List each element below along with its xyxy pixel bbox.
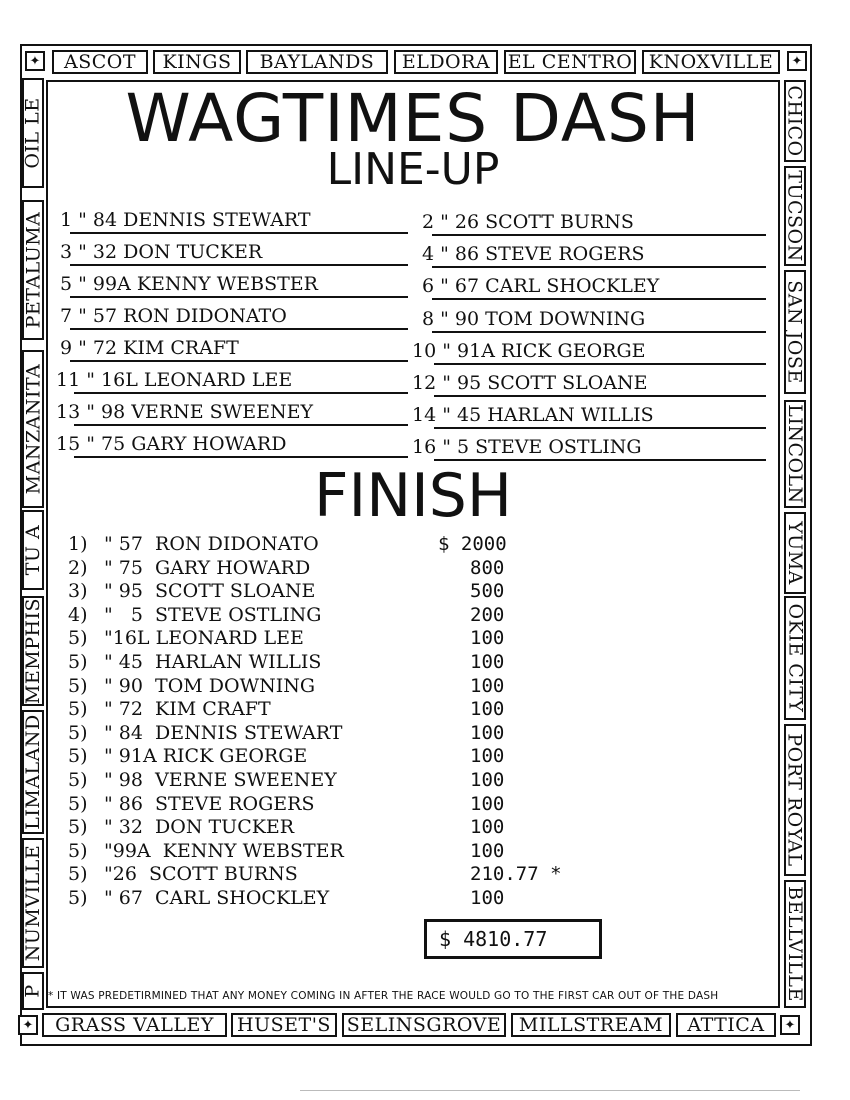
- bottom-track-husets: HUSET'S: [231, 1013, 337, 1037]
- corner-star-icon: ✦: [25, 51, 45, 71]
- left-track-label: TU A: [22, 524, 45, 576]
- lineup-position: 10: [412, 340, 437, 362]
- finish-row: [68, 533, 319, 555]
- finish-row: [68, 840, 344, 862]
- finish-amount: 500: [470, 580, 505, 602]
- left-track-label: LIMALAND: [22, 714, 44, 830]
- lineup-entry: [412, 340, 646, 362]
- finish-row: [68, 816, 294, 838]
- entry-underline: [434, 427, 766, 429]
- finish-row: [68, 651, 321, 673]
- right-track-label: PORT ROYAL: [784, 733, 806, 867]
- left-track-p: [22, 972, 44, 1010]
- top-track-eldora: ELDORA: [394, 50, 498, 74]
- finish-driver: " 5 STEVE OSTLING: [104, 604, 322, 626]
- footnote: * IT WAS PREDETIRMINED THAT ANY MONEY COMING IN AFTER THE RACE WOULD GO TO THE FIRST CAR OUT OF THE DASH: [48, 990, 719, 1002]
- finish-amount: 800: [470, 557, 505, 579]
- lineup-position: 4: [422, 243, 435, 265]
- lineup-position: 2: [422, 211, 435, 233]
- finish-amount: $ 2000: [438, 533, 507, 555]
- finish-place: 5): [68, 793, 88, 815]
- right-track-lincoln: [784, 400, 806, 508]
- finish-amount: 100: [470, 887, 505, 909]
- total-box: [424, 919, 602, 959]
- left-track-limaland: [22, 710, 44, 834]
- bottom-track-attica: ATTICA: [676, 1013, 776, 1037]
- lineup-heading: LINE-UP: [326, 144, 500, 195]
- finish-place: 3): [68, 580, 88, 602]
- lineup-driver: " 57 RON DIDONATO: [78, 305, 287, 327]
- left-track-numville: [22, 838, 44, 968]
- finish-driver: "99A KENNY WEBSTER: [104, 840, 344, 862]
- finish-amount: 210.77 *: [470, 863, 562, 885]
- lineup-entry: [422, 275, 659, 297]
- left-track-label: PETALUMA: [22, 211, 44, 329]
- finish-amount: 100: [470, 793, 505, 815]
- entry-underline: [434, 395, 766, 397]
- corner-star-icon: ✦: [780, 1015, 800, 1035]
- entry-underline: [70, 296, 408, 298]
- entry-underline: [74, 424, 408, 426]
- lineup-driver: " 95 SCOTT SLOANE: [442, 372, 648, 394]
- lineup-entry: [422, 243, 645, 265]
- lineup-entry: [60, 273, 318, 295]
- right-track-label: OKIE CITY: [784, 603, 807, 713]
- finish-amount: 100: [470, 722, 505, 744]
- left-track-label: MEMPHIS: [22, 597, 44, 705]
- lineup-driver: " 91A RICK GEORGE: [442, 340, 646, 362]
- finish-place: 5): [68, 887, 88, 909]
- lineup-position: 12: [412, 372, 437, 394]
- lineup-driver: " 45 HARLAN WILLIS: [442, 404, 654, 426]
- right-track-san-jose: [784, 270, 806, 394]
- finish-driver: " 45 HARLAN WILLIS: [104, 651, 322, 673]
- total-amount: $ 4810.77: [439, 927, 548, 951]
- lineup-position: 3: [60, 241, 73, 263]
- lineup-position: 15: [56, 433, 81, 455]
- finish-place: 5): [68, 745, 88, 767]
- finish-driver: "26 SCOTT BURNS: [104, 863, 298, 885]
- lineup-entry: [56, 369, 292, 391]
- finish-amount: 100: [470, 675, 505, 697]
- lineup-entry: [60, 305, 287, 327]
- lineup-position: 6: [422, 275, 435, 297]
- finish-row: [68, 863, 298, 885]
- finish-row: [68, 793, 314, 815]
- finish-amount: 100: [470, 627, 505, 649]
- lineup-position: 5: [60, 273, 73, 295]
- lineup-position: 8: [422, 308, 435, 330]
- entry-underline: [70, 264, 408, 266]
- lineup-entry: [56, 401, 313, 423]
- lineup-position: 11: [56, 369, 81, 391]
- lineup-entry: [60, 209, 311, 231]
- finish-row: [68, 580, 315, 602]
- right-track-tucson: [784, 166, 806, 266]
- bottom-track-millstream: MILLSTREAM: [511, 1013, 671, 1037]
- right-track-chico: [784, 80, 806, 162]
- finish-amount: 100: [470, 745, 505, 767]
- finish-driver: "16L LEONARD LEE: [104, 627, 304, 649]
- finish-place: 1): [68, 533, 88, 555]
- entry-underline: [432, 298, 766, 300]
- left-track-label: P: [21, 984, 44, 998]
- corner-star-icon: ✦: [787, 51, 807, 71]
- lineup-entry: [412, 404, 654, 426]
- lineup-position: 14: [412, 404, 437, 426]
- corner-star-icon: ✦: [18, 1015, 38, 1035]
- finish-row: [68, 627, 304, 649]
- left-track-oil-le: [22, 78, 44, 188]
- left-track-label: MANZANITA: [22, 363, 44, 495]
- bottom-track-selinsgrove: SELINSGROVE: [342, 1013, 506, 1037]
- top-track-knoxville: KNOXVILLE: [642, 50, 780, 74]
- lineup-position: 9: [60, 337, 73, 359]
- lineup-entry: [56, 433, 286, 455]
- finish-driver: " 95 SCOTT SLOANE: [104, 580, 316, 602]
- finish-driver: " 86 STEVE ROGERS: [104, 793, 315, 815]
- entry-underline: [70, 232, 408, 234]
- left-track-label: NUMVILLE: [22, 844, 44, 962]
- finish-driver: " 72 KIM CRAFT: [104, 698, 271, 720]
- finish-place: 5): [68, 698, 88, 720]
- finish-row: [68, 722, 342, 744]
- lineup-driver: " 5 STEVE OSTLING: [442, 436, 642, 458]
- right-track-label: YUMA: [784, 521, 807, 585]
- lineup-driver: " 32 DON TUCKER: [78, 241, 263, 263]
- lineup-driver: " 90 TOM DOWNING: [440, 308, 646, 330]
- left-track-memphis: [22, 596, 44, 706]
- right-track-label: LINCOLN: [784, 404, 807, 504]
- right-track-label: CHICO: [784, 85, 807, 157]
- lineup-entry: [422, 211, 634, 233]
- top-track-baylands: BAYLANDS: [246, 50, 388, 74]
- finish-row: [68, 604, 321, 626]
- entry-underline: [434, 363, 766, 365]
- finish-row: [68, 557, 310, 579]
- lineup-driver: " 98 VERNE SWEENEY: [86, 401, 313, 423]
- lineup-position: 13: [56, 401, 81, 423]
- finish-row: [68, 769, 337, 791]
- finish-amount: 100: [470, 769, 505, 791]
- left-track-petaluma: [22, 200, 44, 340]
- finish-driver: " 57 RON DIDONATO: [104, 533, 319, 555]
- finish-place: 5): [68, 863, 88, 885]
- finish-driver: " 91A RICK GEORGE: [104, 745, 308, 767]
- entry-underline: [432, 266, 766, 268]
- finish-place: 5): [68, 769, 88, 791]
- finish-driver: " 90 TOM DOWNING: [104, 675, 316, 697]
- finish-driver: " 75 GARY HOWARD: [104, 557, 311, 579]
- right-track-label: TUCSON: [784, 170, 807, 262]
- finish-place: 2): [68, 557, 88, 579]
- lineup-driver: " 67 CARL SHOCKLEY: [440, 275, 660, 297]
- finish-place: 5): [68, 816, 88, 838]
- finish-amount: 100: [470, 698, 505, 720]
- finish-amount: 100: [470, 651, 505, 673]
- left-track-manzanita: [22, 350, 44, 508]
- finish-place: 5): [68, 722, 88, 744]
- entry-underline: [432, 331, 766, 333]
- page-title: WAGTIMES DASH: [125, 80, 701, 157]
- finish-driver: " 98 VERNE SWEENEY: [104, 769, 337, 791]
- lineup-position: 16: [412, 436, 437, 458]
- lineup-driver: " 84 DENNIS STEWART: [78, 209, 311, 231]
- right-track-port-royal: [784, 724, 806, 876]
- finish-place: 5): [68, 840, 88, 862]
- finish-place: 4): [68, 604, 88, 626]
- finish-place: 5): [68, 627, 88, 649]
- lineup-entry: [412, 372, 648, 394]
- finish-amount: 200: [470, 604, 505, 626]
- right-track-yuma: [784, 512, 806, 594]
- top-track-el-centro: EL CENTRO: [504, 50, 636, 74]
- left-track-label: OIL LE: [22, 97, 45, 169]
- finish-driver: " 84 DENNIS STEWART: [104, 722, 343, 744]
- lineup-entry: [422, 308, 645, 330]
- right-track-bellville: [784, 880, 806, 1008]
- bottom-track-grass-valley: GRASS VALLEY: [42, 1013, 227, 1037]
- top-track-kings: KINGS: [153, 50, 241, 74]
- right-track-label: SAN JOSE: [784, 280, 807, 384]
- lineup-entry: [412, 436, 642, 458]
- entry-underline: [74, 392, 408, 394]
- finish-place: 5): [68, 651, 88, 673]
- lineup-position: 1: [60, 209, 73, 231]
- lineup-entry: [60, 241, 262, 263]
- finish-place: 5): [68, 675, 88, 697]
- finish-driver: " 32 DON TUCKER: [104, 816, 295, 838]
- finish-amount: 100: [470, 840, 505, 862]
- finish-row: [68, 745, 307, 767]
- lineup-entry: [60, 337, 239, 359]
- lineup-driver: " 86 STEVE ROGERS: [440, 243, 645, 265]
- finish-heading: FINISH: [314, 461, 512, 531]
- lineup-driver: " 99A KENNY WEBSTER: [78, 273, 318, 295]
- finish-amount: 100: [470, 816, 505, 838]
- scan-artifact-line: [300, 1090, 800, 1091]
- entry-underline: [432, 234, 766, 236]
- finish-driver: " 67 CARL SHOCKLEY: [104, 887, 330, 909]
- left-track-tulsa: [22, 510, 44, 590]
- entry-underline: [70, 360, 408, 362]
- finish-row: [68, 675, 315, 697]
- lineup-driver: " 72 KIM CRAFT: [78, 337, 239, 359]
- lineup-driver: " 75 GARY HOWARD: [86, 433, 287, 455]
- entry-underline: [74, 456, 408, 458]
- lineup-driver: " 26 SCOTT BURNS: [440, 211, 634, 233]
- finish-row: [68, 887, 329, 909]
- lineup-position: 7: [60, 305, 73, 327]
- right-track-label: BELLVILLE: [784, 886, 806, 1002]
- finish-row: [68, 698, 271, 720]
- entry-underline: [70, 328, 408, 330]
- lineup-driver: " 16L LEONARD LEE: [86, 369, 293, 391]
- top-track-ascot: ASCOT: [52, 50, 148, 74]
- right-track-okie-city: [784, 596, 806, 720]
